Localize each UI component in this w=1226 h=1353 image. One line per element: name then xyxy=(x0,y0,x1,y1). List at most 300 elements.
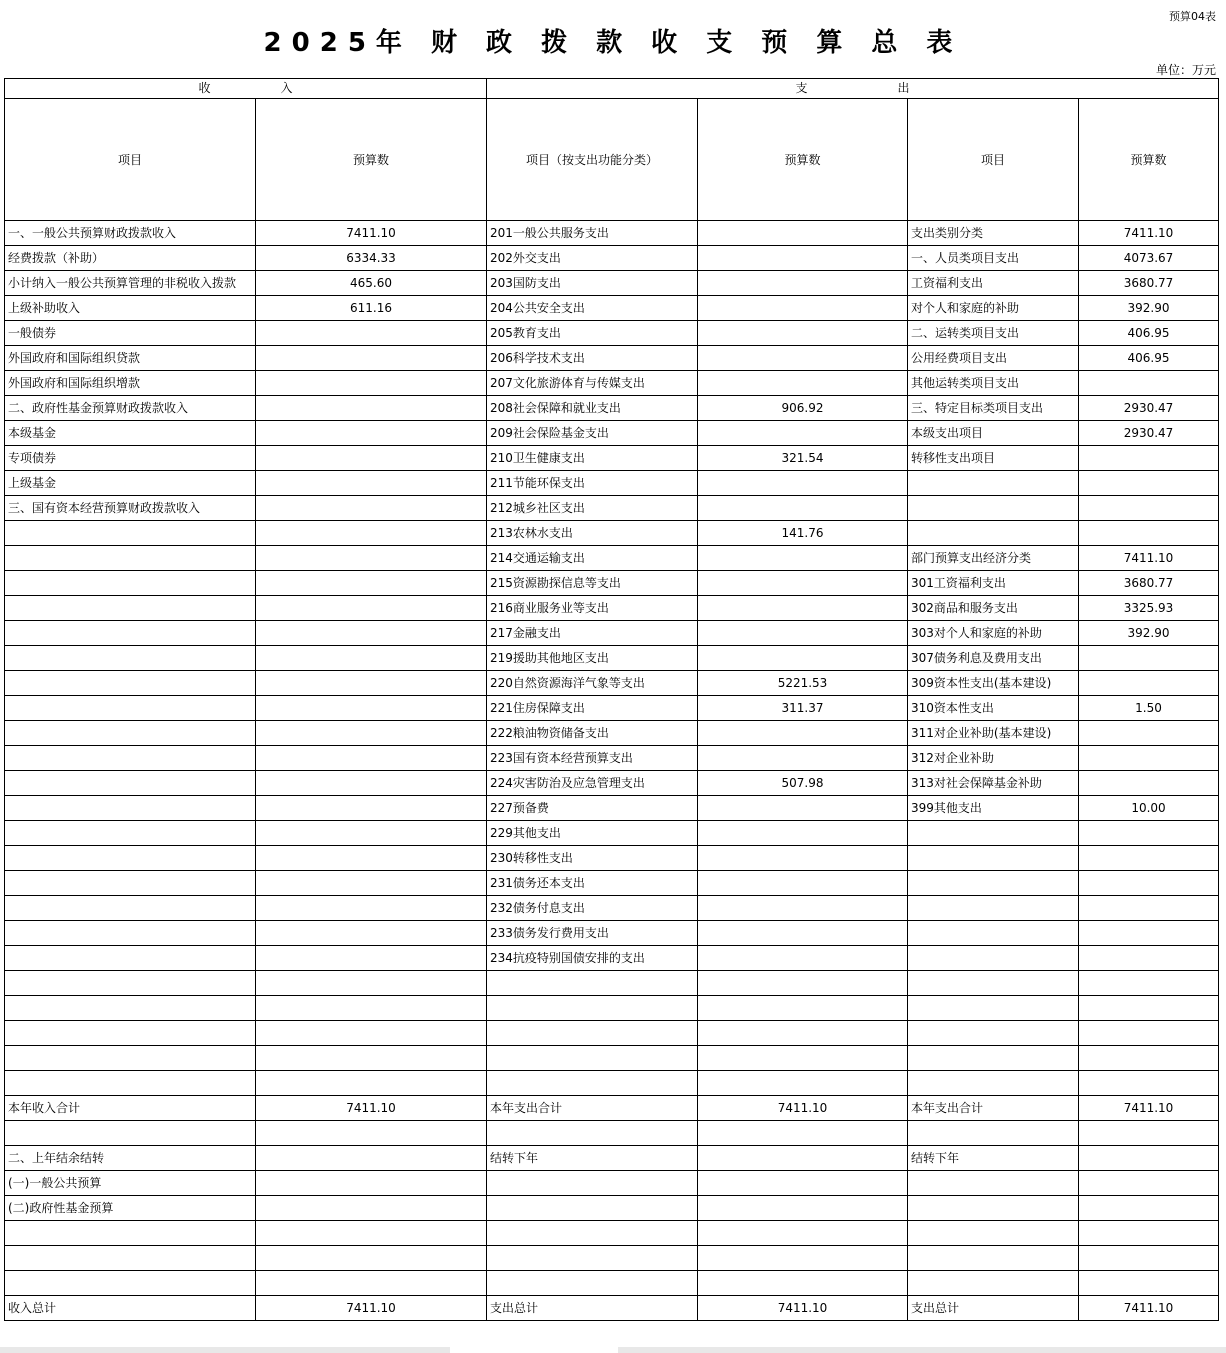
cell-function-amount xyxy=(698,496,908,521)
cell-income-item: 外国政府和国际组织增款 xyxy=(5,371,256,396)
cell-function-amount: 141.76 xyxy=(698,521,908,546)
cell-category-item xyxy=(908,1046,1079,1071)
cell-function-item: 221住房保障支出 xyxy=(487,696,698,721)
page-title: 2025年 财 政 拨 款 收 支 预 算 总 表 xyxy=(263,28,963,58)
cell-category-item xyxy=(908,846,1079,871)
cell-function-amount xyxy=(698,1121,908,1146)
table-row xyxy=(5,921,1219,946)
table-row xyxy=(5,1171,1219,1196)
cell-income-amount xyxy=(256,1046,487,1071)
cell-function-amount: 321.54 xyxy=(698,446,908,471)
cell-income-amount xyxy=(256,346,487,371)
cell-income-item: (二)政府性基金预算 xyxy=(5,1196,256,1221)
cell-function-amount: 507.98 xyxy=(698,771,908,796)
cell-category-item: 结转下年 xyxy=(908,1146,1079,1171)
cell-function-amount xyxy=(698,1146,908,1171)
cell-category-item xyxy=(908,1246,1079,1271)
cell-income-item xyxy=(5,746,256,771)
cell-income-item: 三、国有资本经营预算财政拨款收入 xyxy=(5,496,256,521)
budget-table xyxy=(4,78,1219,1321)
col-header-function-amount: 预算数 xyxy=(698,99,908,221)
cell-function-amount: 311.37 xyxy=(698,696,908,721)
cell-category-amount: 1.50 xyxy=(1079,696,1219,721)
cell-category-amount xyxy=(1079,1071,1219,1096)
cell-income-amount: 611.16 xyxy=(256,296,487,321)
table-row xyxy=(5,721,1219,746)
cell-income-item xyxy=(5,546,256,571)
cell-income-amount xyxy=(256,1196,487,1221)
cell-income-amount xyxy=(256,971,487,996)
cell-function-item: 229其他支出 xyxy=(487,821,698,846)
cell-category-amount: 4073.67 xyxy=(1079,246,1219,271)
table-row xyxy=(5,646,1219,671)
cell-income-amount xyxy=(256,1221,487,1246)
cell-category-item: 303对个人和家庭的补助 xyxy=(908,621,1079,646)
cell-category-item xyxy=(908,996,1079,1021)
cell-income-amount xyxy=(256,371,487,396)
cell-income-amount xyxy=(256,1121,487,1146)
cell-category-item xyxy=(908,1196,1079,1221)
cell-income-amount xyxy=(256,571,487,596)
cell-income-item: 收入总计 xyxy=(5,1296,256,1321)
cell-function-item: 215资源勘探信息等支出 xyxy=(487,571,698,596)
cell-category-item: 支出类别分类 xyxy=(908,221,1079,246)
cell-category-item: 301工资福利支出 xyxy=(908,571,1079,596)
table-row xyxy=(5,946,1219,971)
cell-category-amount xyxy=(1079,1121,1219,1146)
cell-income-item xyxy=(5,671,256,696)
cell-function-amount xyxy=(698,821,908,846)
cell-income-item: 上级补助收入 xyxy=(5,296,256,321)
cell-function-item: 211节能环保支出 xyxy=(487,471,698,496)
cell-function-amount xyxy=(698,1271,908,1296)
cell-function-amount xyxy=(698,1246,908,1271)
cell-income-item xyxy=(5,571,256,596)
cell-category-amount: 2930.47 xyxy=(1079,396,1219,421)
cell-function-item: 208社会保障和就业支出 xyxy=(487,396,698,421)
cell-category-amount xyxy=(1079,1046,1219,1071)
cell-income-item: 经费拨款（补助） xyxy=(5,246,256,271)
cell-category-item xyxy=(908,1071,1079,1096)
cell-category-item: 对个人和家庭的补助 xyxy=(908,296,1079,321)
cell-category-amount xyxy=(1079,746,1219,771)
cell-function-amount xyxy=(698,1046,908,1071)
cell-income-item xyxy=(5,621,256,646)
cell-income-item xyxy=(5,971,256,996)
cell-category-item xyxy=(908,1171,1079,1196)
table-row xyxy=(5,546,1219,571)
cell-income-item xyxy=(5,646,256,671)
cell-category-item xyxy=(908,1021,1079,1046)
cell-category-amount xyxy=(1079,496,1219,521)
cell-function-item: 216商业服务业等支出 xyxy=(487,596,698,621)
cell-category-item xyxy=(908,821,1079,846)
cell-category-item: 本级支出项目 xyxy=(908,421,1079,446)
cell-category-amount: 3680.77 xyxy=(1079,271,1219,296)
table-row xyxy=(5,846,1219,871)
cell-function-item: 213农林水支出 xyxy=(487,521,698,546)
cell-category-amount xyxy=(1079,1221,1219,1246)
cell-category-amount xyxy=(1079,671,1219,696)
cell-category-amount: 406.95 xyxy=(1079,321,1219,346)
cell-category-amount xyxy=(1079,896,1219,921)
cell-income-item xyxy=(5,1046,256,1071)
table-row xyxy=(5,346,1219,371)
cell-income-item xyxy=(5,596,256,621)
income-section-header xyxy=(5,79,487,99)
cell-income-item: (一)一般公共预算 xyxy=(5,1171,256,1196)
cell-function-item: 205教育支出 xyxy=(487,321,698,346)
cell-category-amount xyxy=(1079,921,1219,946)
cell-category-item: 本年支出合计 xyxy=(908,1096,1079,1121)
table-row xyxy=(5,771,1219,796)
cell-income-item: 本级基金 xyxy=(5,421,256,446)
cell-category-item: 302商品和服务支出 xyxy=(908,596,1079,621)
cell-function-amount xyxy=(698,596,908,621)
table-row xyxy=(5,371,1219,396)
cell-income-item: 本年收入合计 xyxy=(5,1096,256,1121)
cell-income-item xyxy=(5,821,256,846)
cell-function-item: 210卫生健康支出 xyxy=(487,446,698,471)
cell-category-amount xyxy=(1079,371,1219,396)
cell-income-amount xyxy=(256,596,487,621)
cell-income-item xyxy=(5,921,256,946)
table-row xyxy=(5,621,1219,646)
cell-function-amount xyxy=(698,796,908,821)
cell-function-item xyxy=(487,971,698,996)
cell-income-item: 上级基金 xyxy=(5,471,256,496)
cell-category-amount xyxy=(1079,721,1219,746)
cell-function-item: 233债务发行费用支出 xyxy=(487,921,698,946)
table-row xyxy=(5,896,1219,921)
cell-income-amount xyxy=(256,521,487,546)
cell-category-item xyxy=(908,496,1079,521)
cell-category-item xyxy=(908,921,1079,946)
cell-function-amount xyxy=(698,846,908,871)
table-row xyxy=(5,1021,1219,1046)
cell-category-amount xyxy=(1079,846,1219,871)
cell-function-item xyxy=(487,996,698,1021)
cell-category-amount xyxy=(1079,1246,1219,1271)
cell-income-amount xyxy=(256,921,487,946)
cell-income-amount xyxy=(256,946,487,971)
cell-function-item: 234抗疫特别国债安排的支出 xyxy=(487,946,698,971)
cell-function-item: 232债务付息支出 xyxy=(487,896,698,921)
cell-income-item: 二、政府性基金预算财政拨款收入 xyxy=(5,396,256,421)
cell-function-item: 201一般公共服务支出 xyxy=(487,221,698,246)
cell-function-item: 206科学技术支出 xyxy=(487,346,698,371)
cell-income-amount xyxy=(256,546,487,571)
table-row xyxy=(5,521,1219,546)
table-row xyxy=(5,596,1219,621)
cell-function-amount: 7411.10 xyxy=(698,1296,908,1321)
cell-category-item: 转移性支出项目 xyxy=(908,446,1079,471)
cell-function-item: 214交通运输支出 xyxy=(487,546,698,571)
cell-function-item: 231债务还本支出 xyxy=(487,871,698,896)
col-header-category-item: 项目 xyxy=(908,99,1079,221)
table-row xyxy=(5,1246,1219,1271)
cell-category-item: 三、特定目标类项目支出 xyxy=(908,396,1079,421)
cell-income-amount: 7411.10 xyxy=(256,1296,487,1321)
cell-income-amount: 7411.10 xyxy=(256,1096,487,1121)
footer-divider-right xyxy=(618,1347,1226,1353)
cell-category-amount: 392.90 xyxy=(1079,621,1219,646)
cell-function-item: 本年支出合计 xyxy=(487,1096,698,1121)
cell-category-amount xyxy=(1079,646,1219,671)
cell-category-amount xyxy=(1079,871,1219,896)
cell-income-item xyxy=(5,871,256,896)
cell-category-item: 309资本性支出(基本建设) xyxy=(908,671,1079,696)
footer-divider-left xyxy=(0,1347,450,1353)
expense-header-char2: 出 xyxy=(897,81,910,95)
cell-category-amount: 10.00 xyxy=(1079,796,1219,821)
cell-category-amount: 7411.10 xyxy=(1079,221,1219,246)
col-header-function-item: 项目（按支出功能分类） xyxy=(487,99,698,221)
cell-function-amount xyxy=(698,1071,908,1096)
cell-function-amount xyxy=(698,1021,908,1046)
cell-income-amount xyxy=(256,421,487,446)
cell-income-amount xyxy=(256,746,487,771)
cell-function-amount xyxy=(698,646,908,671)
cell-income-item xyxy=(5,1071,256,1096)
cell-function-amount xyxy=(698,921,908,946)
cell-function-item: 207文化旅游体育与传媒支出 xyxy=(487,371,698,396)
cell-income-amount xyxy=(256,671,487,696)
cell-income-amount: 7411.10 xyxy=(256,221,487,246)
cell-function-item: 结转下年 xyxy=(487,1146,698,1171)
cell-income-item xyxy=(5,1221,256,1246)
cell-income-item xyxy=(5,896,256,921)
table-row xyxy=(5,271,1219,296)
cell-function-amount xyxy=(698,321,908,346)
cell-income-amount xyxy=(256,396,487,421)
cell-income-amount xyxy=(256,621,487,646)
expense-section-header xyxy=(487,79,1219,99)
cell-income-amount xyxy=(256,871,487,896)
cell-function-amount xyxy=(698,421,908,446)
cell-category-amount: 406.95 xyxy=(1079,346,1219,371)
table-row xyxy=(5,296,1219,321)
cell-category-item xyxy=(908,946,1079,971)
cell-function-item: 217金融支出 xyxy=(487,621,698,646)
cell-category-item: 311对企业补助(基本建设) xyxy=(908,721,1079,746)
cell-category-item xyxy=(908,1271,1079,1296)
table-row xyxy=(5,396,1219,421)
table-row xyxy=(5,971,1219,996)
table-row xyxy=(5,496,1219,521)
table-row xyxy=(5,246,1219,271)
cell-category-item: 一、人员类项目支出 xyxy=(908,246,1079,271)
table-row xyxy=(5,1046,1219,1071)
cell-category-amount xyxy=(1079,946,1219,971)
cell-function-amount xyxy=(698,996,908,1021)
cell-function-amount xyxy=(698,1171,908,1196)
cell-income-item: 一、一般公共预算财政拨款收入 xyxy=(5,221,256,246)
cell-category-item xyxy=(908,971,1079,996)
cell-function-item: 支出总计 xyxy=(487,1296,698,1321)
cell-income-amount xyxy=(256,471,487,496)
form-number: 预算04表 xyxy=(1169,10,1216,23)
cell-function-item: 219援助其他地区支出 xyxy=(487,646,698,671)
cell-function-amount xyxy=(698,346,908,371)
cell-function-amount xyxy=(698,871,908,896)
cell-function-amount xyxy=(698,371,908,396)
cell-function-amount xyxy=(698,271,908,296)
table-row xyxy=(5,421,1219,446)
cell-function-amount xyxy=(698,721,908,746)
cell-function-amount xyxy=(698,1221,908,1246)
table-row xyxy=(5,696,1219,721)
cell-function-item xyxy=(487,1021,698,1046)
cell-category-amount xyxy=(1079,1171,1219,1196)
cell-category-amount: 7411.10 xyxy=(1079,546,1219,571)
cell-category-item: 公用经费项目支出 xyxy=(908,346,1079,371)
cell-category-item xyxy=(908,471,1079,496)
cell-category-item: 二、运转类项目支出 xyxy=(908,321,1079,346)
cell-category-item: 399其他支出 xyxy=(908,796,1079,821)
cell-function-item xyxy=(487,1071,698,1096)
cell-category-item: 支出总计 xyxy=(908,1296,1079,1321)
table-row xyxy=(5,1271,1219,1296)
section-header-row xyxy=(5,79,1219,99)
cell-function-amount xyxy=(698,221,908,246)
cell-income-item: 一般债券 xyxy=(5,321,256,346)
cell-function-item: 209社会保险基金支出 xyxy=(487,421,698,446)
col-header-income-amount: 预算数 xyxy=(256,99,487,221)
cell-function-item: 212城乡社区支出 xyxy=(487,496,698,521)
cell-income-item xyxy=(5,771,256,796)
cell-income-amount xyxy=(256,846,487,871)
cell-category-amount: 7411.10 xyxy=(1079,1096,1219,1121)
table-row xyxy=(5,871,1219,896)
cell-category-item: 工资福利支出 xyxy=(908,271,1079,296)
cell-function-item xyxy=(487,1196,698,1221)
cell-income-amount xyxy=(256,996,487,1021)
cell-income-amount xyxy=(256,1021,487,1046)
cell-function-item: 230转移性支出 xyxy=(487,846,698,871)
table-row xyxy=(5,1071,1219,1096)
cell-function-item: 220自然资源海洋气象等支出 xyxy=(487,671,698,696)
cell-function-item xyxy=(487,1171,698,1196)
cell-category-amount xyxy=(1079,471,1219,496)
cell-category-amount: 392.90 xyxy=(1079,296,1219,321)
column-header-row xyxy=(5,99,1219,221)
table-row xyxy=(5,796,1219,821)
cell-category-amount: 7411.10 xyxy=(1079,1296,1219,1321)
expense-header-char1: 支 xyxy=(795,81,808,95)
cell-income-item xyxy=(5,1121,256,1146)
unit-label: 单位：万元 xyxy=(1155,63,1216,77)
cell-function-item: 224灾害防治及应急管理支出 xyxy=(487,771,698,796)
cell-function-amount xyxy=(698,621,908,646)
cell-function-amount xyxy=(698,746,908,771)
table-row xyxy=(5,471,1219,496)
cell-income-amount xyxy=(256,1146,487,1171)
table-row xyxy=(5,671,1219,696)
cell-income-item xyxy=(5,996,256,1021)
cell-category-item xyxy=(908,871,1079,896)
cell-category-amount xyxy=(1079,1271,1219,1296)
cell-income-amount: 6334.33 xyxy=(256,246,487,271)
cell-function-item: 223国有资本经营预算支出 xyxy=(487,746,698,771)
cell-category-item xyxy=(908,1221,1079,1246)
table-row xyxy=(5,996,1219,1021)
cell-function-amount xyxy=(698,471,908,496)
cell-function-amount xyxy=(698,971,908,996)
cell-income-amount xyxy=(256,1071,487,1096)
cell-category-item: 307债务利息及费用支出 xyxy=(908,646,1079,671)
cell-function-amount: 5221.53 xyxy=(698,671,908,696)
cell-category-amount: 2930.47 xyxy=(1079,421,1219,446)
cell-income-amount xyxy=(256,446,487,471)
cell-income-amount xyxy=(256,1171,487,1196)
cell-income-amount xyxy=(256,646,487,671)
cell-function-amount xyxy=(698,896,908,921)
cell-income-item xyxy=(5,796,256,821)
cell-function-item xyxy=(487,1121,698,1146)
table-row xyxy=(5,446,1219,471)
cell-function-item xyxy=(487,1221,698,1246)
cell-function-item: 227预备费 xyxy=(487,796,698,821)
cell-function-item xyxy=(487,1246,698,1271)
cell-income-amount xyxy=(256,896,487,921)
cell-income-item xyxy=(5,696,256,721)
cell-category-amount: 3325.93 xyxy=(1079,596,1219,621)
cell-income-item: 外国政府和国际组织贷款 xyxy=(5,346,256,371)
cell-income-amount xyxy=(256,771,487,796)
table-row xyxy=(5,1146,1219,1171)
cell-function-amount: 7411.10 xyxy=(698,1096,908,1121)
cell-income-amount xyxy=(256,1246,487,1271)
cell-function-amount xyxy=(698,1196,908,1221)
table-row xyxy=(5,1196,1219,1221)
table-row xyxy=(5,571,1219,596)
cell-income-item xyxy=(5,1271,256,1296)
table-row xyxy=(5,1296,1219,1321)
table-row xyxy=(5,1221,1219,1246)
cell-income-item: 专项债券 xyxy=(5,446,256,471)
cell-income-item xyxy=(5,1246,256,1271)
cell-category-amount xyxy=(1079,996,1219,1021)
cell-function-item: 204公共安全支出 xyxy=(487,296,698,321)
cell-function-amount xyxy=(698,571,908,596)
cell-category-item: 其他运转类项目支出 xyxy=(908,371,1079,396)
cell-function-item xyxy=(487,1271,698,1296)
cell-function-amount xyxy=(698,246,908,271)
cell-income-amount xyxy=(256,1271,487,1296)
cell-category-item xyxy=(908,896,1079,921)
cell-category-amount xyxy=(1079,1021,1219,1046)
cell-income-item xyxy=(5,521,256,546)
cell-income-item xyxy=(5,846,256,871)
col-header-income-item: 项目 xyxy=(5,99,256,221)
cell-category-amount xyxy=(1079,821,1219,846)
cell-income-amount: 465.60 xyxy=(256,271,487,296)
cell-income-item: 二、上年结余结转 xyxy=(5,1146,256,1171)
table-row xyxy=(5,821,1219,846)
cell-income-item: 小计纳入一般公共预算管理的非税收入拨款 xyxy=(5,271,256,296)
cell-function-amount xyxy=(698,546,908,571)
table-row xyxy=(5,1121,1219,1146)
table-row xyxy=(5,221,1219,246)
income-header-char1: 收 xyxy=(198,81,211,95)
cell-income-item xyxy=(5,1021,256,1046)
cell-category-amount xyxy=(1079,1146,1219,1171)
cell-income-amount xyxy=(256,321,487,346)
cell-function-amount xyxy=(698,946,908,971)
cell-function-amount xyxy=(698,296,908,321)
cell-category-amount xyxy=(1079,1196,1219,1221)
